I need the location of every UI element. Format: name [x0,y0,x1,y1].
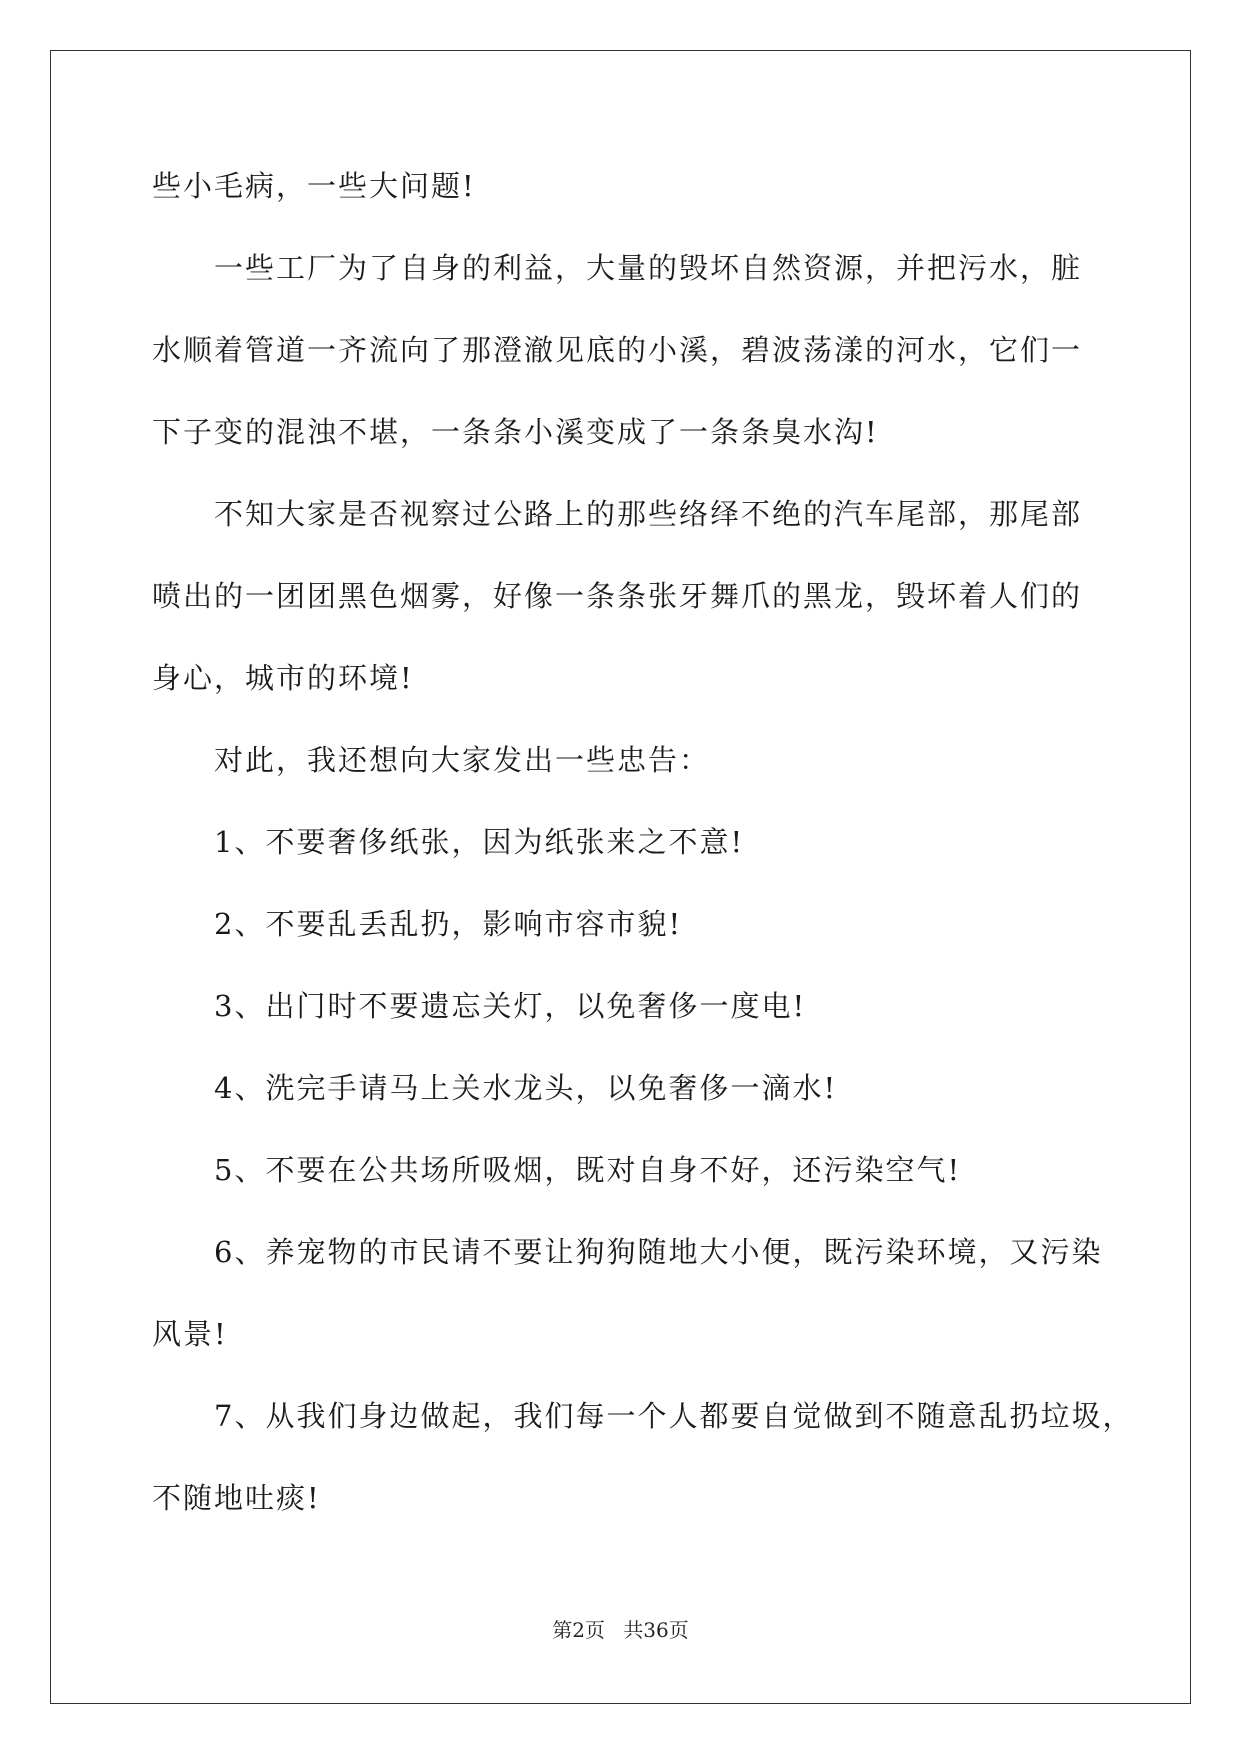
text-line: 些小毛病，一些大问题! [152,169,476,203]
text-line: 一些工厂为了自身的利益，大量的毁坏自然资源，并把污水，脏 [214,251,1083,285]
text-line: 对此，我还想向大家发出一些忠告： [214,743,711,777]
text-line: 下子变的混浊不堪，一条条小溪变成了一条条臭水沟! [152,415,879,449]
text-line: 喷出的一团团黑色烟雾，好像一条条张牙舞爪的黑龙，毁坏着人们的 [152,579,1083,613]
text-line: 风景! [152,1317,228,1351]
text-line: 不知大家是否视察过公路上的那些络绎不绝的汽车尾部，那尾部 [214,497,1083,531]
text-line: 不随地吐痰! [152,1481,321,1515]
page-number: 第2页 [552,1618,605,1642]
text-line: 6、养宠物的市民请不要让狗狗随地大小便，既污染环境，又污染 [214,1235,1103,1269]
text-line: 5、不要在公共场所吸烟，既对自身不好，还污染空气! [214,1153,962,1187]
text-line: 身心，城市的环境! [152,661,414,695]
document-body [152,160,1134,1554]
page-total: 共36页 [623,1618,689,1642]
page-footer [0,1614,1241,1643]
text-line: 2、不要乱丢乱扔，影响市容市貌! [214,907,683,941]
text-line: 1、不要奢侈纸张，因为纸张来之不意! [214,825,745,859]
text-line: 3、出门时不要遗忘关灯，以免奢侈一度电! [214,989,807,1023]
text-lines [152,160,1134,1554]
text-line: 7、从我们身边做起，我们每一个人都要自觉做到不随意乱扔垃圾， [214,1399,1134,1433]
text-line: 4、洗完手请马上关水龙头，以免奢侈一滴水! [214,1071,838,1105]
text-line: 水顺着管道一齐流向了那澄澈见底的小溪，碧波荡漾的河水，它们一 [152,333,1083,367]
